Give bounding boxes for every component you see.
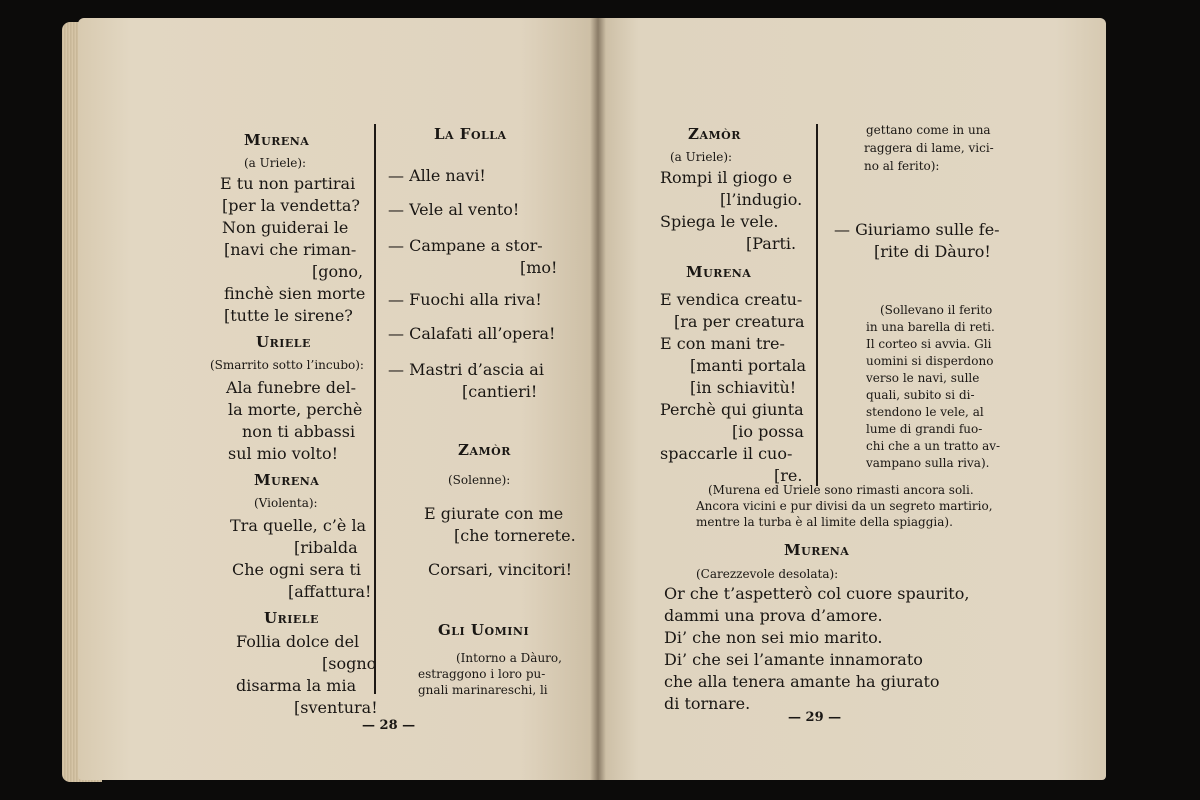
stage-direction: (Solenne): xyxy=(448,473,511,487)
verse-line: E con mani tre- xyxy=(660,334,785,353)
verse-line: [navi che riman- xyxy=(224,240,357,259)
verse-line: [mo! xyxy=(520,258,558,277)
verse-line: disarma la mia xyxy=(236,676,357,695)
verse-line: che alla tenera amante ha giurato xyxy=(664,672,940,691)
speaker-name: Murena xyxy=(254,471,320,489)
stage-direction-line: verso le navi, sulle xyxy=(866,371,980,385)
stage-direction-line: vampano sulla riva). xyxy=(866,456,990,470)
stage-direction-line: (Intorno a Dàuro, xyxy=(456,651,562,665)
verse-line: Tra quelle, c’è la xyxy=(230,516,367,535)
verse-line: Ala funebre del- xyxy=(226,378,356,397)
verse-line: Di’ che sei l’amante innamorato xyxy=(664,650,923,669)
verse-line: — Giuriamo sulle fe- xyxy=(834,220,1000,239)
verse-line: [tutte le sirene? xyxy=(224,306,353,325)
verse-line: Or che t’aspetterò col cuore spaurito, xyxy=(664,584,970,603)
verse-line: [l’indugio. xyxy=(720,190,803,209)
verse-line: [gono, xyxy=(312,262,364,281)
stage-direction-line: stendono le vele, al xyxy=(866,405,984,419)
speaker-name: Uriele xyxy=(264,609,319,627)
stage-direction-line: Ancora vicini e pur divisi da un segreto martirio, xyxy=(696,499,993,513)
stage-direction: (Smarrito sotto l’incubo): xyxy=(210,358,364,372)
stage-direction-line: gnali marinareschi, li xyxy=(418,683,548,697)
verse-line: di tornare. xyxy=(664,694,751,713)
stage-direction-line: Il corteo si avvia. Gli xyxy=(866,337,992,351)
verse-line: spaccarle il cuo- xyxy=(660,444,793,463)
page-number: — 29 — xyxy=(788,710,842,725)
right-column-divider xyxy=(816,124,818,486)
verse-line: — Vele al vento! xyxy=(388,200,520,219)
verse-line: E vendica creatu- xyxy=(660,290,803,309)
stage-direction-line: lume di grandi fuo- xyxy=(866,422,983,436)
verse-line: non ti abbassi xyxy=(242,422,356,441)
verse-line: [ribalda xyxy=(294,538,358,557)
stage-direction-line: in una barella di reti. xyxy=(866,320,995,334)
stage-direction-line: mentre la turba è al limite della spiaggia). xyxy=(696,515,953,529)
stage-direction-line: no al ferito): xyxy=(864,159,940,173)
stage-direction: (a Uriele): xyxy=(244,156,307,170)
verse-line: Di’ che non sei mio marito. xyxy=(664,628,883,647)
verse-line: [io possa xyxy=(732,422,804,441)
verse-line: E tu non partirai xyxy=(220,174,356,193)
speaker-name: Zamòr xyxy=(458,441,511,459)
stage-direction: (a Uriele): xyxy=(670,150,733,164)
stage-direction-line: uomini si disperdono xyxy=(866,354,994,368)
speaker-name: Uriele xyxy=(256,333,311,351)
stage-direction-line: raggera di lame, vici- xyxy=(864,141,994,155)
verse-line: la morte, perchè xyxy=(228,400,363,419)
book-gutter xyxy=(590,18,606,780)
left-page xyxy=(78,18,598,780)
verse-line: E giurate con me xyxy=(424,504,564,523)
verse-line: [in schiavitù! xyxy=(690,378,797,397)
speaker-name: Murena xyxy=(244,131,310,149)
verse-line: [ra per creatura xyxy=(674,312,805,331)
verse-line: [rite di Dàuro! xyxy=(874,242,991,261)
stage-direction-line: estraggono i loro pu- xyxy=(418,667,546,681)
verse-line: — Campane a stor- xyxy=(388,236,543,255)
stage-direction-line: (Sollevano il ferito xyxy=(880,303,993,317)
speaker-name: La Folla xyxy=(434,125,507,143)
verse-line: — Calafati all’opera! xyxy=(388,324,556,343)
verse-line: [sventura! xyxy=(294,698,378,717)
verse-line: [sogno xyxy=(322,654,377,673)
page-number: — 28 — xyxy=(362,718,416,733)
verse-line: Spiega le vele. xyxy=(660,212,779,231)
verse-line: dammi una prova d’amore. xyxy=(664,606,883,625)
verse-line: — Alle navi! xyxy=(388,166,486,185)
verse-line: Follia dolce del xyxy=(236,632,360,651)
stage-direction-line: (Murena ed Uriele sono rimasti ancora soli. xyxy=(708,483,974,497)
stage-direction: (Carezzevole desolata): xyxy=(696,567,839,581)
left-column-divider xyxy=(374,124,376,694)
verse-line: — Mastri d’ascia ai xyxy=(388,360,544,379)
verse-line: [cantieri! xyxy=(462,382,538,401)
verse-line: Che ogni sera ti xyxy=(232,560,361,579)
right-page xyxy=(598,18,1106,780)
speaker-name: Zamòr xyxy=(688,125,741,143)
verse-line: [che tornerete. xyxy=(454,526,576,545)
verse-line: Corsari, vincitori! xyxy=(428,560,573,579)
stage-direction-line: chi che a un tratto av- xyxy=(866,439,1001,453)
verse-line: sul mio volto! xyxy=(228,444,339,463)
verse-line: Rompi il giogo e xyxy=(660,168,793,187)
verse-line: [re. xyxy=(774,466,803,485)
verse-line: Perchè qui giunta xyxy=(660,400,804,419)
verse-line: [affattura! xyxy=(288,582,372,601)
verse-line: [Parti. xyxy=(746,234,797,253)
verse-line: [manti portala xyxy=(690,356,807,375)
stage-direction-line: gettano come in una xyxy=(866,123,991,137)
verse-line: [per la vendetta? xyxy=(222,196,360,215)
stage-direction: (Violenta): xyxy=(254,496,318,510)
speaker-name: Gli Uomini xyxy=(438,621,530,639)
speaker-name: Murena xyxy=(686,263,752,281)
stage-direction-line: quali, subito si di- xyxy=(866,388,975,402)
verse-line: finchè sien morte xyxy=(224,284,366,303)
speaker-name: Murena xyxy=(784,541,850,559)
verse-line: Non guiderai le xyxy=(222,218,349,237)
verse-line: — Fuochi alla riva! xyxy=(388,290,542,309)
